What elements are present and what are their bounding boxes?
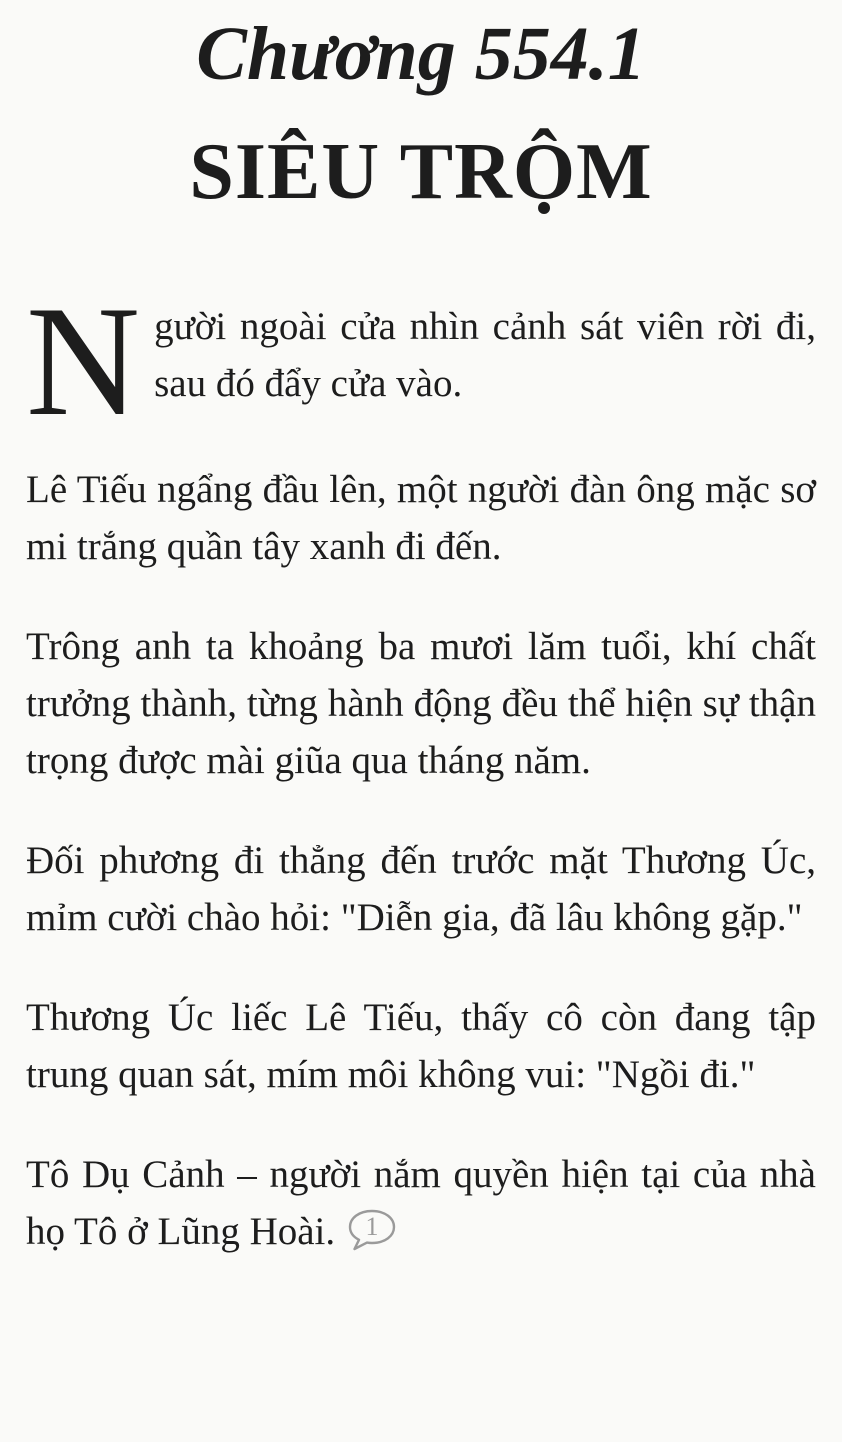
- comment-bubble-icon[interactable]: [345, 1208, 397, 1252]
- paragraph-opening: [26, 274, 816, 449]
- chapter-title: SIÊU TRỘM: [189, 128, 653, 216]
- paragraph: Lê Tiếu ngẩng đầu lên, một người đàn ông mặc sơ mi trắng quần tây xanh đi đến.: [26, 468, 816, 568]
- paragraph-text: Tô Dụ Cảnh – người nắm quyền hiện tại của nhà họ Tô ở Lũng Hoài.: [26, 1153, 816, 1253]
- paragraph: [26, 1146, 816, 1260]
- paragraph: Đối phương đi thẳng đến trước mặt Thương Úc, mỉm cười chào hỏi: "Diễn gia, đã lâu không gặp.": [26, 839, 816, 939]
- paragraph: Thương Úc liếc Lê Tiếu, thấy cô còn đang tập trung quan sát, mím môi không vui: "Ngồi đi.": [26, 996, 816, 1096]
- chapter-number: Chương 554.1: [196, 12, 646, 96]
- comment-count: 1: [365, 1212, 379, 1241]
- paragraph-text: gười ngoài cửa nhìn cảnh sát viên rời đi, sau đó đẩy cửa vào.: [154, 305, 816, 405]
- dropcap-letter: N: [26, 274, 141, 449]
- reader-page: [0, 6, 842, 1442]
- paragraph: Trông anh ta khoảng ba mươi lăm tuổi, khí chất trưởng thành, từng hành động đều thể hiện sự thận trọng được mài giũa qua tháng năm.: [26, 625, 816, 782]
